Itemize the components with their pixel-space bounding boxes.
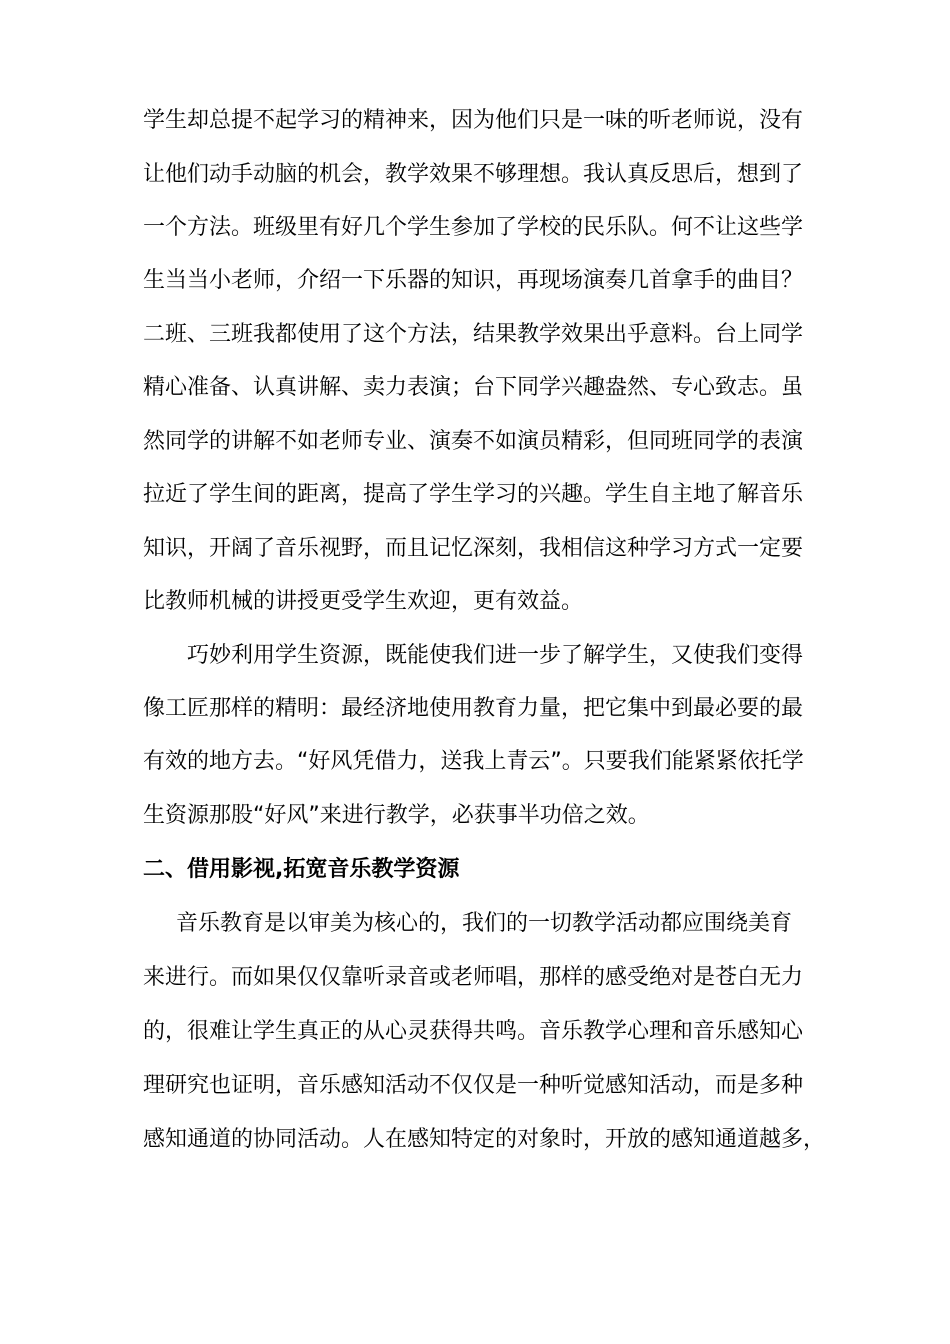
paragraph-2-line: 有效的地方去。“好风凭借力，送我上青云”。只要我们能紧紧依托学	[143, 749, 804, 774]
paragraph-2-line: 生资源那股“好风”来进行教学，必获事半功倍之效。	[143, 803, 650, 828]
paragraph-1-line: 生当当小老师，介绍一下乐器的知识，再现场演奏几首拿手的曲目？	[143, 268, 804, 293]
paragraph-3-line: 来进行。而如果仅仅靠听录音或老师唱，那样的感受绝对是苍白无力	[143, 965, 804, 990]
paragraph-2-line: 巧妙利用学生资源，既能使我们进一步了解学生，又使我们变得	[187, 643, 804, 668]
paragraph-1-line: 比教师机械的讲授更受学生欢迎，更有效益。	[143, 589, 584, 614]
paragraph-3-line: 感知通道的协同活动。人在感知特定的对象时，开放的感知通道越多，	[143, 1127, 826, 1152]
paragraph-1-line: 然同学的讲解不如老师专业、演奏不如演员精彩，但同班同学的表演	[143, 429, 804, 454]
paragraph-2-line: 像工匠那样的精明：最经济地使用教育力量，把它集中到最必要的最	[143, 696, 804, 721]
paragraph-1-line: 精心准备、认真讲解、卖力表演；台下同学兴趣盎然、专心致志。虽	[143, 375, 804, 400]
paragraph-3-line: 的，很难让学生真正的从心灵获得共鸣。音乐教学心理和音乐感知心	[143, 1019, 804, 1044]
paragraph-3-line: 音乐教育是以审美为核心的，我们的一切教学活动都应围绕美育	[176, 911, 793, 936]
paragraph-1-line: 让他们动手动脑的机会，教学效果不够理想。我认真反思后，想到了	[143, 162, 804, 187]
paragraph-3-line: 理研究也证明，音乐感知活动不仅仅是一种听觉感知活动，而是多种	[143, 1073, 804, 1098]
paragraph-1-line: 一个方法。班级里有好几个学生参加了学校的民乐队。何不让这些学	[143, 215, 804, 240]
section-heading: 二、借用影视,拓宽音乐教学资源	[143, 857, 460, 882]
paragraph-1-line: 拉近了学生间的距离，提高了学生学习的兴趣。学生自主地了解音乐	[143, 482, 804, 507]
paragraph-1-line: 二班、三班我都使用了这个方法，结果教学效果出乎意料。台上同学	[143, 322, 804, 347]
paragraph-1-line: 知识，开阔了音乐视野，而且记忆深刻，我相信这种学习方式一定要	[143, 536, 804, 561]
paragraph-1-line: 学生却总提不起学习的精神来，因为他们只是一味的听老师说，没有	[143, 108, 804, 133]
